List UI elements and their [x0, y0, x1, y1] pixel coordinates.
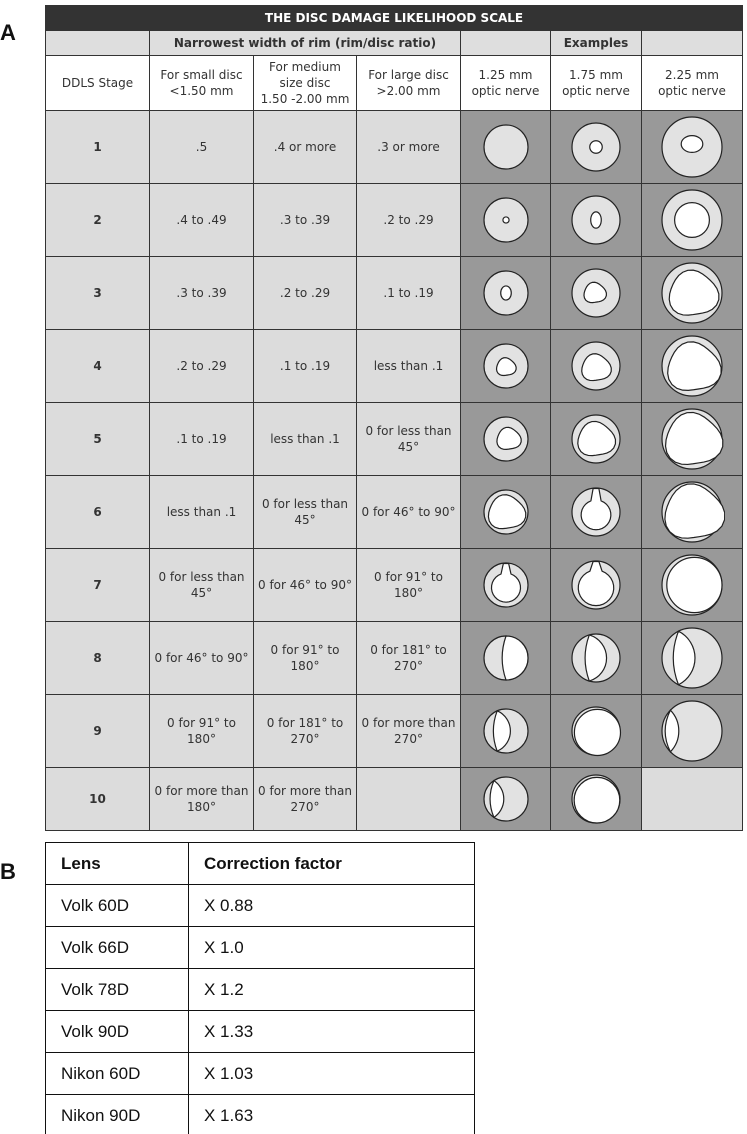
- lens-name-cell: Volk 90D: [46, 1011, 189, 1053]
- ddls-table: [45, 5, 743, 831]
- medium-disc-cell: less than .1: [254, 403, 357, 476]
- large-disc-cell: less than .1: [357, 330, 461, 403]
- example-175-cell: [551, 549, 642, 622]
- ddls-row-stage-4: [46, 330, 743, 403]
- correction-factor-cell: X 1.2: [189, 969, 475, 1011]
- stage-cell: 8: [46, 622, 150, 695]
- small-disc-cell: 0 for more than 180°: [150, 768, 254, 831]
- optic-disc-drawing: [659, 552, 725, 618]
- stage-cell: 4: [46, 330, 150, 403]
- optic-disc-drawing: [569, 558, 623, 612]
- stage-cell: 1: [46, 111, 150, 184]
- stage-cell: 7: [46, 549, 150, 622]
- ddls-row-stage-7: [46, 549, 743, 622]
- example-125-cell: [461, 330, 551, 403]
- example-175-cell: [551, 111, 642, 184]
- large-disc-cell: .2 to .29: [357, 184, 461, 257]
- group-spacer-left: [46, 31, 150, 56]
- optic-disc-drawing: [659, 333, 725, 399]
- example-175-header: 1.75 mm optic nerve: [551, 56, 642, 111]
- lens-name-cell: Nikon 60D: [46, 1053, 189, 1095]
- large-disc-cell: 0 for less than 45°: [357, 403, 461, 476]
- example-125-cell: [461, 184, 551, 257]
- medium-disc-cell: 0 for less than 45°: [254, 476, 357, 549]
- optic-disc-drawing: [569, 266, 623, 320]
- correction-factor-cell: X 1.0: [189, 927, 475, 969]
- example-125-cell: [461, 257, 551, 330]
- stage-cell: 3: [46, 257, 150, 330]
- optic-disc-drawing: [659, 406, 725, 472]
- small-disc-cell: .2 to .29: [150, 330, 254, 403]
- small-disc-header: For small disc <1.50 mm: [150, 56, 254, 111]
- example-225-cell: [642, 111, 743, 184]
- large-disc-cell: [357, 768, 461, 831]
- optic-disc-drawing: [481, 633, 531, 683]
- panel-label-a: A: [0, 20, 16, 45]
- lens-name-cell: Nikon 90D: [46, 1095, 189, 1134]
- example-175-cell: [551, 184, 642, 257]
- large-disc-header: For large disc >2.00 mm: [357, 56, 461, 111]
- optic-disc-drawing: [569, 772, 623, 826]
- correction-factor-header: Correction factor: [189, 843, 475, 885]
- optic-disc-drawing: [569, 485, 623, 539]
- example-125-cell: [461, 476, 551, 549]
- correction-factor-cell: X 1.03: [189, 1053, 475, 1095]
- stage-cell: 9: [46, 695, 150, 768]
- small-disc-cell: less than .1: [150, 476, 254, 549]
- lens-header: Lens: [46, 843, 189, 885]
- lens-row: [46, 927, 475, 969]
- ddls-row-stage-2: [46, 184, 743, 257]
- example-225-cell: [642, 549, 743, 622]
- example-175-cell: [551, 768, 642, 831]
- optic-disc-drawing: [481, 487, 531, 537]
- optic-disc-drawing: [481, 195, 531, 245]
- ddls-row-stage-5: [46, 403, 743, 476]
- lens-name-cell: Volk 60D: [46, 885, 189, 927]
- example-125-cell: [461, 403, 551, 476]
- example-225-cell: [642, 330, 743, 403]
- group-spacer-right: [642, 31, 743, 56]
- example-225-cell: [642, 622, 743, 695]
- ddls-row-stage-8: [46, 622, 743, 695]
- small-disc-cell: 0 for 46° to 90°: [150, 622, 254, 695]
- lens-row: [46, 885, 475, 927]
- example-175-cell: [551, 622, 642, 695]
- large-disc-cell: 0 for 46° to 90°: [357, 476, 461, 549]
- lens-row: [46, 1095, 475, 1134]
- optic-disc-drawing: [659, 625, 725, 691]
- small-disc-cell: .4 to .49: [150, 184, 254, 257]
- optic-disc-drawing: [569, 412, 623, 466]
- optic-disc-drawing: [569, 120, 623, 174]
- optic-disc-drawing: [659, 698, 725, 764]
- ddls-row-stage-9: [46, 695, 743, 768]
- medium-disc-cell: 0 for more than 270°: [254, 768, 357, 831]
- medium-disc-cell: .4 or more: [254, 111, 357, 184]
- ddls-row-stage-3: [46, 257, 743, 330]
- optic-disc-drawing: [481, 268, 531, 318]
- stage-cell: 2: [46, 184, 150, 257]
- lens-row: [46, 969, 475, 1011]
- stage-cell: 5: [46, 403, 150, 476]
- correction-factor-cell: X 1.33: [189, 1011, 475, 1053]
- small-disc-cell: .1 to .19: [150, 403, 254, 476]
- optic-disc-drawing: [659, 260, 725, 326]
- medium-disc-cell: .3 to .39: [254, 184, 357, 257]
- example-225-cell: [642, 768, 743, 831]
- optic-disc-drawing: [481, 414, 531, 464]
- ddls-row-stage-1: [46, 111, 743, 184]
- optic-disc-drawing: [569, 339, 623, 393]
- optic-disc-drawing: [659, 479, 725, 545]
- ddls-title: THE DISC DAMAGE LIKELIHOOD SCALE: [46, 6, 743, 31]
- example-175-cell: [551, 476, 642, 549]
- medium-disc-cell: 0 for 46° to 90°: [254, 549, 357, 622]
- optic-disc-drawing: [569, 193, 623, 247]
- optic-disc-drawing: [481, 560, 531, 610]
- example-125-cell: [461, 695, 551, 768]
- example-125-cell: [461, 622, 551, 695]
- stage-cell: 6: [46, 476, 150, 549]
- ddls-stage-header: DDLS Stage: [46, 56, 150, 111]
- small-disc-cell: 0 for less than 45°: [150, 549, 254, 622]
- stage-cell: 10: [46, 768, 150, 831]
- example-175-cell: [551, 330, 642, 403]
- example-125-cell: [461, 768, 551, 831]
- small-disc-cell: .3 to .39: [150, 257, 254, 330]
- example-225-cell: [642, 695, 743, 768]
- medium-disc-cell: 0 for 181° to 270°: [254, 695, 357, 768]
- small-disc-cell: 0 for 91° to 180°: [150, 695, 254, 768]
- lens-row: [46, 1053, 475, 1095]
- ddls-row-stage-10: [46, 768, 743, 831]
- example-125-header: 1.25 mm optic nerve: [461, 56, 551, 111]
- optic-disc-drawing: [569, 704, 623, 758]
- lens-name-cell: Volk 66D: [46, 927, 189, 969]
- optic-disc-drawing: [659, 187, 725, 253]
- optic-disc-drawing: [481, 122, 531, 172]
- medium-disc-cell: 0 for 91° to 180°: [254, 622, 357, 695]
- lens-correction-table: [45, 842, 475, 1134]
- optic-disc-drawing: [481, 341, 531, 391]
- medium-disc-cell: .2 to .29: [254, 257, 357, 330]
- example-225-cell: [642, 257, 743, 330]
- large-disc-cell: .3 or more: [357, 111, 461, 184]
- example-225-cell: [642, 184, 743, 257]
- optic-disc-drawing: [481, 706, 531, 756]
- group-rim-header: Narrowest width of rim (rim/disc ratio): [150, 31, 461, 56]
- large-disc-cell: .1 to .19: [357, 257, 461, 330]
- panel-label-b: B: [0, 859, 16, 884]
- correction-factor-cell: X 1.63: [189, 1095, 475, 1134]
- small-disc-cell: .5: [150, 111, 254, 184]
- medium-disc-cell: .1 to .19: [254, 330, 357, 403]
- lens-row: [46, 1011, 475, 1053]
- group-spacer-mid: [461, 31, 551, 56]
- example-225-cell: [642, 476, 743, 549]
- large-disc-cell: 0 for 181° to 270°: [357, 622, 461, 695]
- example-225-cell: [642, 403, 743, 476]
- example-175-cell: [551, 403, 642, 476]
- correction-factor-cell: X 0.88: [189, 885, 475, 927]
- large-disc-cell: 0 for 91° to 180°: [357, 549, 461, 622]
- lens-name-cell: Volk 78D: [46, 969, 189, 1011]
- optic-disc-drawing: [481, 774, 531, 824]
- example-125-cell: [461, 549, 551, 622]
- example-175-cell: [551, 695, 642, 768]
- optic-disc-drawing: [569, 631, 623, 685]
- ddls-row-stage-6: [46, 476, 743, 549]
- medium-disc-header: For medium size disc 1.50 -2.00 mm: [254, 56, 357, 111]
- large-disc-cell: 0 for more than 270°: [357, 695, 461, 768]
- group-examples-header: Examples: [551, 31, 642, 56]
- example-225-header: 2.25 mm optic nerve: [642, 56, 743, 111]
- example-125-cell: [461, 111, 551, 184]
- example-175-cell: [551, 257, 642, 330]
- optic-disc-drawing: [659, 114, 725, 180]
